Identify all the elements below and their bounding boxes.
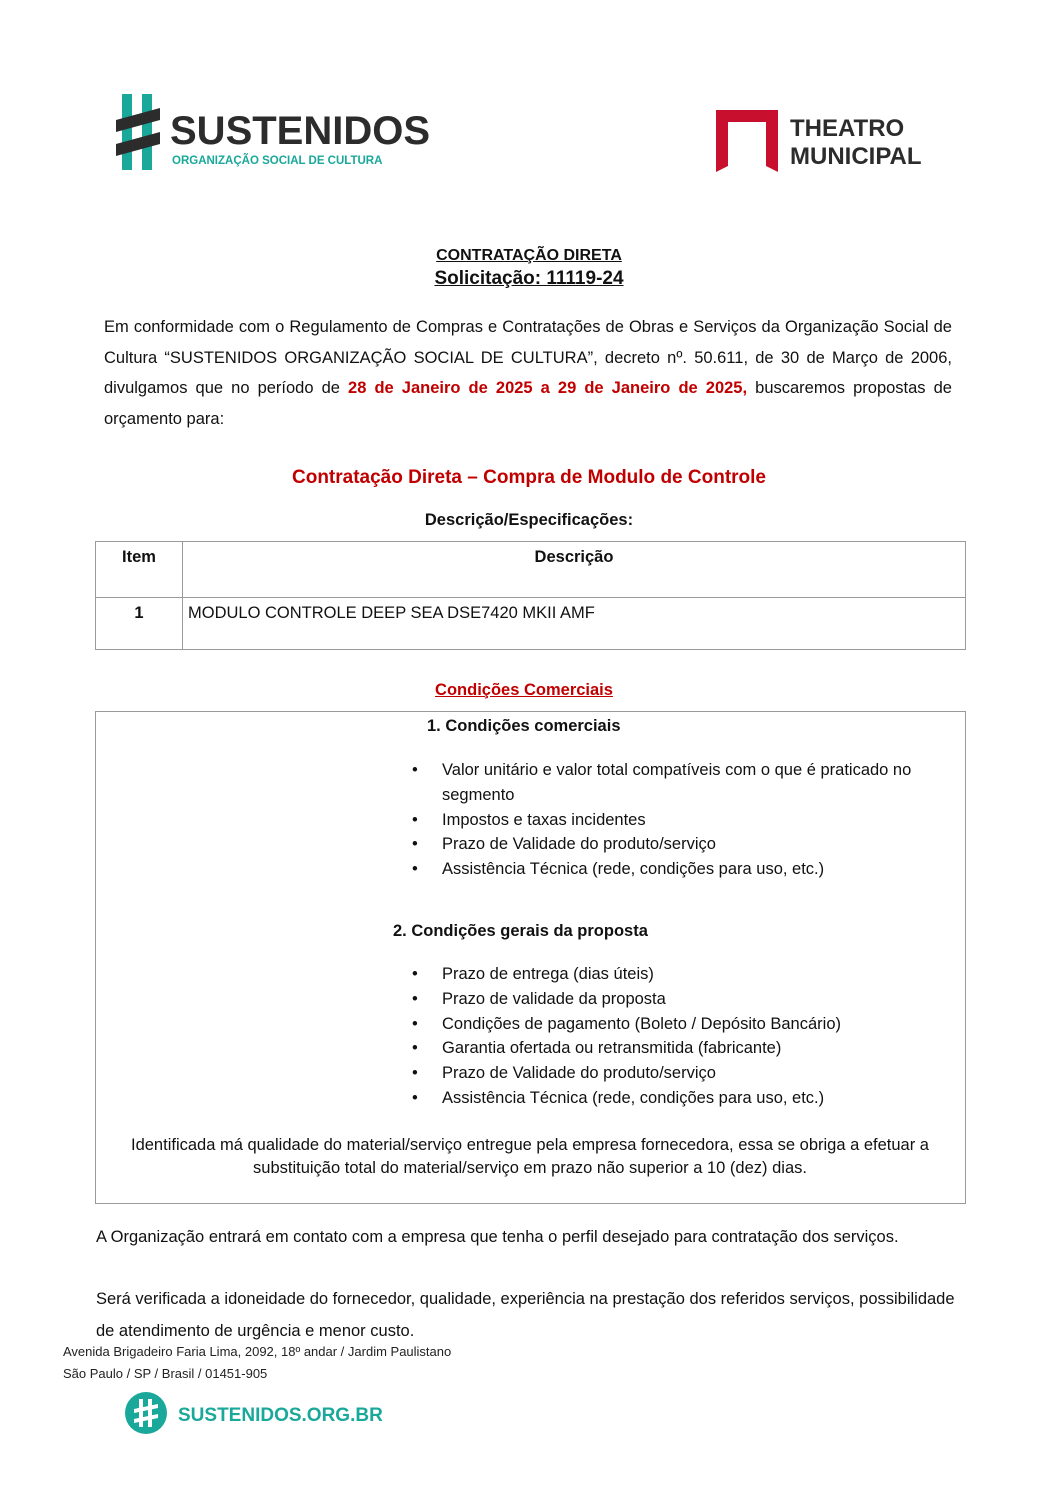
table-header-row xyxy=(96,542,966,598)
theatro-line2: MUNICIPAL xyxy=(790,143,922,170)
list-item xyxy=(412,808,957,833)
list-item xyxy=(412,962,957,987)
list-item xyxy=(412,832,957,857)
header-description: Descrição xyxy=(183,542,966,598)
list-item-text: Valor unitário e valor total compatíveis com o que é praticado no segmento xyxy=(442,761,912,804)
bullet-dot-icon: • xyxy=(412,965,418,983)
logo-tagline: ORGANIZAÇÃO SOCIAL DE CULTURA xyxy=(172,155,383,167)
theatro-municipal-logo xyxy=(716,106,956,176)
list-item-text: Impostos e taxas incidentes xyxy=(442,810,646,829)
conditions-section1-list xyxy=(412,758,957,882)
list-item-text: Prazo de entrega (dias úteis) xyxy=(442,965,654,983)
verification-paragraph: Será verificada a idoneidade do fornecedor, qualidade, experiência na prestação dos referidos serviços, possibilidade de atendimento de urgência e menor custo. xyxy=(96,1290,955,1340)
list-item xyxy=(412,758,957,808)
bullet-dot-icon: • xyxy=(412,761,418,779)
list-item xyxy=(412,1061,957,1086)
logo-wordmark: SUSTENIDOS xyxy=(170,109,431,153)
section-heading: Contratação Direta – Compra de Modulo de Controle xyxy=(292,467,766,488)
cell-description: MODULO CONTROLE DEEP SEA DSE7420 MKII AMF xyxy=(183,598,966,650)
conditions-section2-list xyxy=(412,962,957,1111)
list-item-text: Assistência Técnica (rede, condições para uso, etc.) xyxy=(442,860,825,879)
footer-address-line2: São Paulo / SP / Brasil / 01451-905 xyxy=(63,1366,268,1381)
theatro-emblem-icon xyxy=(716,110,778,172)
list-item-text: Condições de pagamento (Boleto / Depósito Bancário) xyxy=(442,1014,841,1033)
request-number: Solicitação: 11119-24 xyxy=(434,268,624,289)
list-item xyxy=(412,1086,957,1111)
footer-website: SUSTENIDOS.ORG.BR xyxy=(178,1405,383,1426)
document-title: CONTRATAÇÃO DIRETA xyxy=(436,247,622,264)
table-row xyxy=(96,598,966,650)
theatro-line1: THEATRO xyxy=(790,115,905,142)
spec-heading: Descrição/Especificações: xyxy=(424,511,634,529)
list-item-text: Prazo de Validade do produto/serviço xyxy=(442,1064,716,1083)
contact-paragraph: A Organização entrará em contato com a empresa que tenha o perfil desejado para contratação dos serviços. xyxy=(96,1228,899,1246)
footer-hash-icon xyxy=(125,1392,167,1434)
conditions-section1-title: 1. Condições comerciais xyxy=(427,717,621,735)
bullet-dot-icon: • xyxy=(412,989,418,1008)
list-item xyxy=(412,1012,957,1037)
bullet-dot-icon: • xyxy=(412,835,418,854)
bullet-dot-icon: • xyxy=(412,860,418,879)
bullet-dot-icon: • xyxy=(412,1039,418,1058)
header-item: Item xyxy=(96,542,183,598)
list-item-text: Garantia ofertada ou retransmitida (fabricante) xyxy=(442,1039,782,1058)
list-item xyxy=(412,1036,957,1061)
cell-item: 1 xyxy=(96,598,183,650)
intro-text-1: Em conformidade com o Regulamento de Compras e Contratações de Obras e Serviços da Organização Social de Cultura “SUSTENIDOS ORGANIZAÇÃO SOCIAL DE CULTURA”, decreto nº. 50.611, de 30 de Março de 2006, divulgamos que no período de xyxy=(104,318,952,397)
bullet-dot-icon: • xyxy=(412,1064,418,1083)
list-item-text: Assistência Técnica (rede, condições para uso, etc.) xyxy=(442,1088,825,1107)
period-highlight: 28 de Janeiro de 2025 a 29 de Janeiro de 2025, xyxy=(348,379,748,397)
sustenidos-logo xyxy=(116,94,431,174)
list-item xyxy=(412,857,957,882)
list-item-text: Prazo de Validade do produto/serviço xyxy=(442,835,716,854)
list-item-text: Prazo de validade da proposta xyxy=(442,989,666,1008)
intro-paragraph xyxy=(104,312,952,434)
bullet-dot-icon: • xyxy=(412,1088,418,1107)
bullet-dot-icon: • xyxy=(412,1014,418,1033)
items-table xyxy=(95,541,966,650)
footer-website-logo xyxy=(124,1390,383,1436)
conditions-heading: Condições Comerciais xyxy=(435,681,613,699)
list-item xyxy=(412,987,957,1012)
intro-text-2: buscaremos propostas de orçamento para: xyxy=(104,379,952,428)
bullet-dot-icon: • xyxy=(412,810,418,829)
conditions-section2-title: 2. Condições gerais da proposta xyxy=(393,922,648,940)
hash-logo-icon xyxy=(116,94,160,170)
footer-address-line1: Avenida Brigadeiro Faria Lima, 2092, 18º andar / Jardim Paulistano xyxy=(63,1344,452,1359)
quality-note: Identificada má qualidade do material/serviço entregue pela empresa fornecedora, essa se obriga a efetuar a substituição total do material/serviço em prazo não superior a 10 (dez) dias. xyxy=(131,1136,929,1177)
